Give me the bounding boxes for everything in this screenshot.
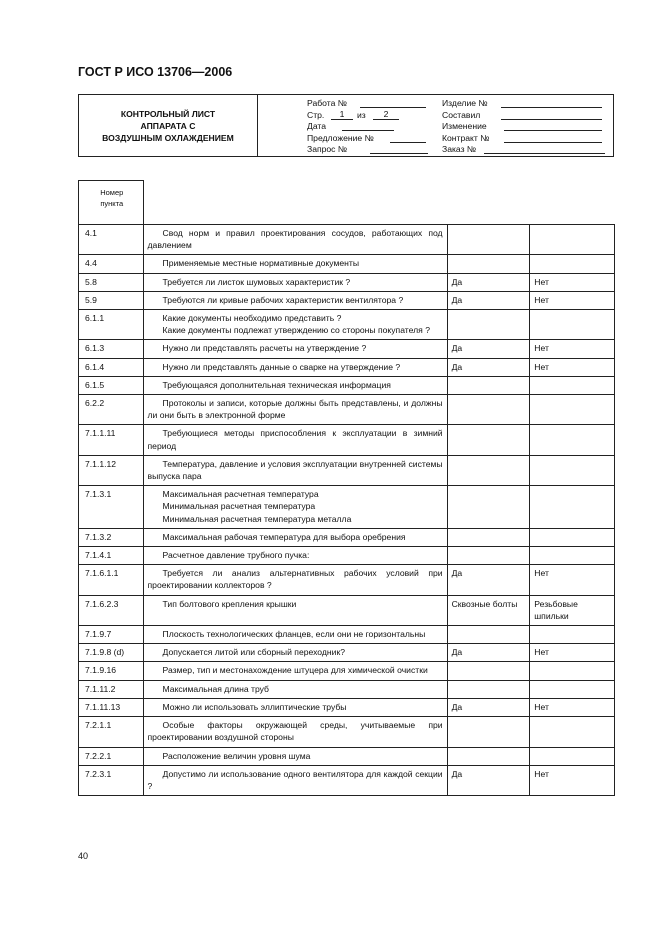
item-question [143,547,447,565]
page-number: 40 [78,851,89,861]
question-line: Максимальная рабочая температура для выбора оребрения [162,531,406,542]
of-value: 2 [383,109,389,119]
table-row [79,717,615,747]
answer-option-2[interactable]: Нет [530,698,615,716]
question-line: Протоколы и записи, которые должны быть представлены, и должны ли они быть в электронной форме [147,398,443,421]
item-question [143,595,447,625]
request-field[interactable] [370,144,428,154]
item-number: 6.1.4 [79,358,144,376]
item-number: 7.1.1.11 [79,425,144,455]
answer-option-2[interactable]: Нет [530,644,615,662]
num-header-line: пункта [100,199,124,208]
answer-option-2[interactable] [530,310,615,340]
answer-option-2[interactable] [530,395,615,425]
table-header-row [79,181,615,225]
title-line: КОНТРОЛЬНЫЙ ЛИСТ [120,108,216,119]
answer-option-2[interactable]: Нет [530,273,615,291]
request-label: Запрос № [307,144,348,154]
answer-option-1[interactable] [447,376,530,394]
question-line: Свод норм и правил проектирования сосудов, работающих под давлением [147,228,443,251]
item-question [143,225,447,255]
item-question [143,626,447,644]
question-line: Требуются ли кривые рабочих характеристик вентилятора ? [162,294,404,305]
answer-option-2[interactable]: Нет [530,765,615,795]
question-line: Размер, тип и местонахождение штуцера для химической очистки [162,665,428,676]
answer-option-1[interactable]: Да [447,765,530,795]
question-line: Максимальная расчетная температура [162,489,319,500]
answer-option-2[interactable] [530,528,615,546]
question-line: Требующаяся дополнительная техническая информация [162,379,391,390]
checklist-table [78,180,615,796]
item-number: 7.2.3.1 [79,765,144,795]
table-row [79,291,615,309]
item-number: 7.1.9.8 (d) [79,644,144,662]
of-label: из [357,110,366,120]
num-header [79,181,144,225]
page-value: 1 [339,109,345,119]
answer-option-1[interactable] [447,395,530,425]
question-line: Минимальная расчетная температура [162,501,316,512]
answer-option-2[interactable] [530,747,615,765]
table-row [79,310,615,340]
question-line: Нужно ли представлять расчеты на утверждение ? [162,343,367,354]
answer-option-2[interactable] [530,680,615,698]
answer-option-2[interactable] [530,255,615,273]
item-number: 7.2.2.1 [79,747,144,765]
answer-option-1[interactable]: Да [447,698,530,716]
answer-option-2[interactable]: Нет [530,291,615,309]
table-row [79,340,615,358]
of-field[interactable] [373,110,399,120]
answer-option-1[interactable] [447,425,530,455]
product-label: Изделие № [442,98,488,108]
question-line: Требуется ли листок шумовых характеристик ? [162,276,351,287]
change-field[interactable] [504,121,602,131]
table-row [79,273,615,291]
answer-option-2[interactable]: Нет [530,340,615,358]
question-line: Допускается литой или сборный переходник? [162,647,345,658]
page-field[interactable] [331,110,353,120]
answer-option-2[interactable] [530,662,615,680]
answer-option-1[interactable] [447,486,530,529]
compiled-label: Составил [442,110,481,120]
answer-option-1[interactable] [447,528,530,546]
item-question [143,717,447,747]
table-row [79,395,615,425]
question-line: Расположение величин уровня шума [162,750,311,761]
item-question [143,255,447,273]
date-field[interactable] [342,121,394,131]
date-label: Дата [307,121,327,131]
answer-option-2[interactable]: Резьбовые шпильки [530,595,615,625]
question-line: Максимальная длина труб [162,683,269,694]
table-row [79,680,615,698]
answer-option-2[interactable] [530,225,615,255]
item-question [143,486,447,529]
table-row [79,662,615,680]
answer-option-1[interactable]: Да [447,273,530,291]
item-number: 6.1.5 [79,376,144,394]
item-number: 6.1.3 [79,340,144,358]
item-question [143,680,447,698]
item-number: 7.1.6.2.3 [79,595,144,625]
question-line: Температура, давление и условия эксплуатации внутренней системы выпуска пара [147,458,443,482]
checklist-title [79,95,258,156]
proposal-label: Предложение № [307,133,374,143]
title-line: ВОЗДУШНЫМ ОХЛАЖДЕНИЕМ [102,132,234,143]
item-question [143,455,447,485]
answer-option-1[interactable] [447,717,530,747]
answer-option-2[interactable] [530,626,615,644]
answer-option-2[interactable] [530,717,615,747]
question-line: Особые факторы окружающей среды, учитываемые при проектировании воздушной стороны [147,720,443,743]
question-line: Требуется ли анализ альтернативных рабочих условий при проектировании коллекторов ? [147,568,443,591]
question-line: Применяемые местные нормативные документы [162,258,360,269]
item-number: 6.1.1 [79,310,144,340]
compiled-field[interactable] [501,110,602,120]
answer-option-1[interactable] [447,310,530,340]
answer-option-1[interactable] [447,225,530,255]
title-line: АППАРАТА С [140,120,196,131]
item-question [143,565,447,595]
item-question [143,291,447,309]
answer-option-1[interactable] [447,455,530,485]
item-number: 4.4 [79,255,144,273]
answer-option-1[interactable] [447,626,530,644]
work-label: Работа № [307,98,347,108]
answer-option-1[interactable] [447,255,530,273]
item-question [143,425,447,455]
answer-option-1[interactable] [447,680,530,698]
item-number: 5.8 [79,273,144,291]
item-number: 5.9 [79,291,144,309]
answer-option-1[interactable]: Сквозные болты [447,595,530,625]
contract-field[interactable] [504,133,602,143]
order-field[interactable] [484,144,605,154]
table-row [79,626,615,644]
question-line: Требующиеся методы приспособления к эксплуатации в зимний период [147,428,443,451]
question-line: Какие документы необходимо представить ? [162,313,342,324]
question-line: Тип болтового крепления крышки [162,598,297,609]
item-question [143,310,447,340]
answer-option-2[interactable]: Нет [530,565,615,595]
item-question [143,273,447,291]
table-row [79,425,615,455]
answer-option-2[interactable] [530,547,615,565]
table-row [79,644,615,662]
answer-option-1[interactable] [447,547,530,565]
item-number: 7.1.9.7 [79,626,144,644]
item-number: 7.1.3.2 [79,528,144,546]
page-label: Стр. [307,110,325,120]
item-number: 7.1.11.13 [79,698,144,716]
answer-option-1[interactable]: Да [447,565,530,595]
table-row [79,595,615,625]
table-row [79,528,615,546]
contract-label: Контракт № [442,133,490,143]
question-line: Можно ли использовать эллиптические трубы [162,701,347,712]
table-row [79,547,615,565]
item-question [143,698,447,716]
question-line: Нужно ли представлять данные о сварке на утверждение ? [162,361,401,372]
item-question [143,395,447,425]
table-row [79,765,615,795]
question-line: Плоскость технологических фланцев, если они не горизонтальны [162,629,426,640]
answer-option-2[interactable]: Нет [530,358,615,376]
order-label: Заказ № [442,144,477,154]
item-number: 7.1.4.1 [79,547,144,565]
item-number: 7.1.3.1 [79,486,144,529]
table-row [79,565,615,595]
item-question [143,765,447,795]
item-number: 6.2.2 [79,395,144,425]
answer-option-2[interactable] [530,376,615,394]
num-header-line: Номер [100,188,124,197]
table-row [79,225,615,255]
item-question [143,662,447,680]
item-question [143,528,447,546]
question-line: Какие документы подлежат утверждению со стороны покупателя ? [162,325,430,336]
table-row [79,486,615,529]
question-line: Допустимо ли использование одного вентилятора для каждой секции ? [147,768,443,791]
table-row [79,358,615,376]
item-question [143,376,447,394]
item-question [143,340,447,358]
answer-option-2[interactable] [530,486,615,529]
item-question [143,644,447,662]
table-row [79,455,615,485]
item-number: 7.1.1.12 [79,455,144,485]
table-row [79,255,615,273]
product-field[interactable] [501,98,602,108]
table-row [79,376,615,394]
work-field[interactable] [360,98,426,108]
question-line: Расчетное давление трубного пучка: [162,550,310,561]
answer-option-2[interactable] [530,455,615,485]
standard-title: ГОСТ Р ИСО 13706—2006 [78,65,233,79]
answer-option-1[interactable] [447,662,530,680]
table-row [79,747,615,765]
answer-option-1[interactable] [447,747,530,765]
proposal-field[interactable] [390,133,426,143]
item-question [143,358,447,376]
item-number: 7.2.1.1 [79,717,144,747]
answer-option-1[interactable]: Да [447,340,530,358]
question-line: Минимальная расчетная температура металла [162,513,352,524]
answer-option-1[interactable]: Да [447,358,530,376]
item-question [143,747,447,765]
checklist-header [78,94,614,157]
answer-option-1[interactable]: Да [447,291,530,309]
table-row [79,698,615,716]
answer-option-2[interactable] [530,425,615,455]
answer-option-1[interactable]: Да [447,644,530,662]
item-number: 7.1.6.1.1 [79,565,144,595]
change-label: Изменение [442,121,487,131]
item-number: 7.1.11.2 [79,680,144,698]
item-number: 4.1 [79,225,144,255]
item-number: 7.1.9.16 [79,662,144,680]
